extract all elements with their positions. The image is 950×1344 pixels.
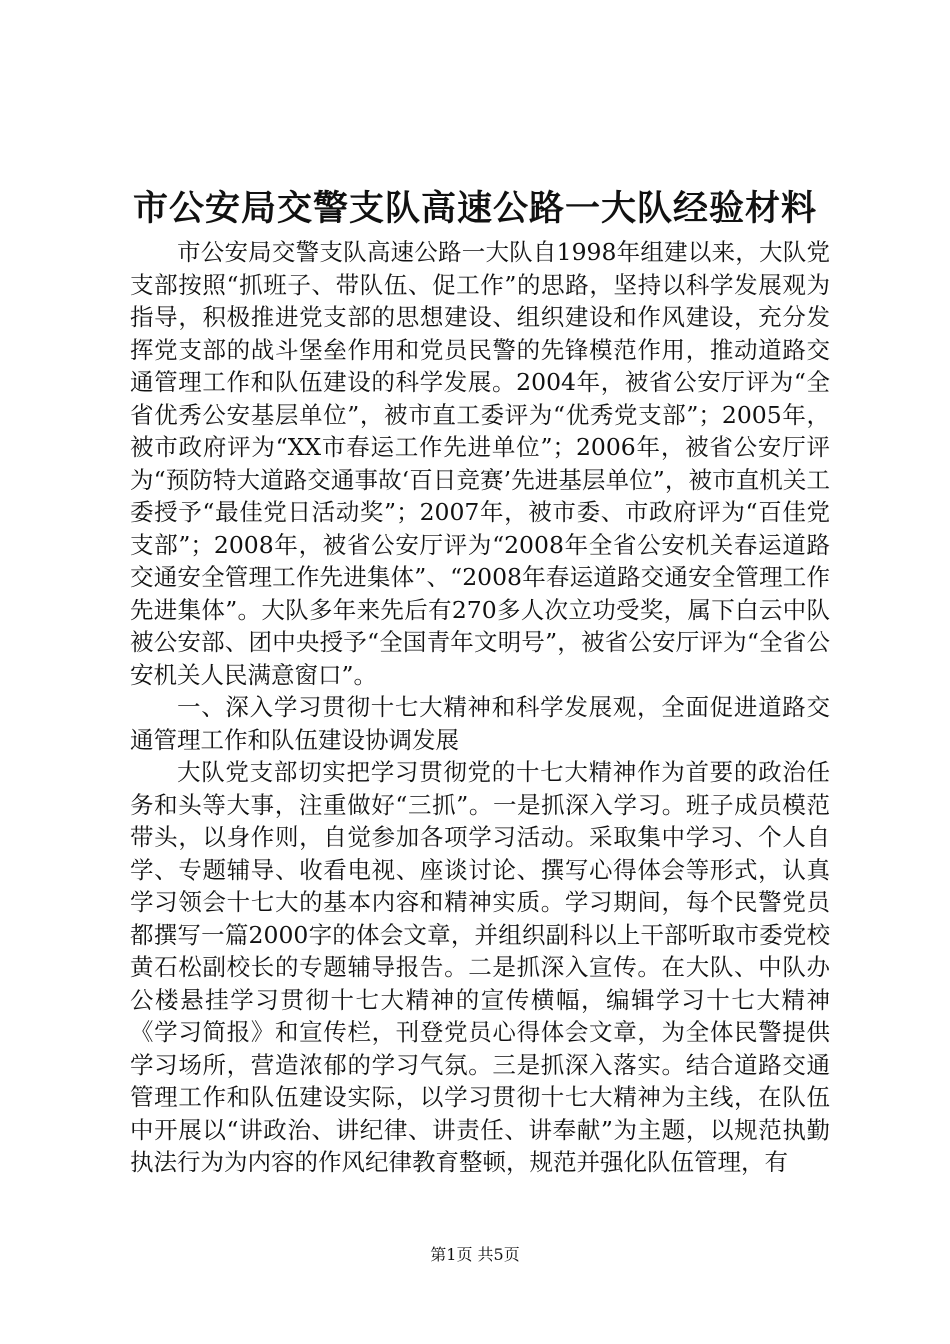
section-paragraph: 大队党支部切实把学习贯彻党的十七大精神作为首要的政治任务和头等大事，注重做好“三抓”。一是抓深入学习。班子成员模范带头，以身作则，自觉参加各项学习活动。采取集中学习、个人自学、专题辅导、收看电视、座谈讨论、撰写心得体会等形式，认真学习领会十七大的基本内容和精神实质。学习期间，每个民警党员都撰写一篇2000字的体会文章，并组织副科以上干部听取市委党校黄石松副校长的专题辅导报告。二是抓深入宣传。在大队、中队办公楼悬挂学习贯彻十七大精神的宣传横幅，编辑学习十七大精神《学习简报》和宣传栏，刊登党员心得体会文章，为全体民警提供学习场所，营造浓郁的学习气氛。三是抓深入落实。结合道路交通管理工作和队伍建设实际，以学习贯彻十七大精神为主线，在队伍中开展以“讲政治、讲纪律、讲责任、讲奉献”为主题，以规范执勤执法行为为内容的作风纪律教育整顿，规范并强化队伍管理，有 — [130, 758, 830, 1176]
intro-paragraph: 市公安局交警支队高速公路一大队自1998年组建以来，大队党支部按照“抓班子、带队伍、促工作”的思路，坚持以科学发展观为指导，积极推进党支部的思想建设、组织建设和作风建设，充分发挥党支部的战斗堡垒作用和党员民警的先锋模范作用，推动道路交通管理工作和队伍建设的科学发展。2004年，被省公安厅评为“全省优秀公安基层单位”，被市直工委评为“优秀党支部”；2005年，被市政府评为“XX市春运工作先进单位”；2006年，被省公安厅评为“预防特大道路交通事故‘百日竞赛’先进基层单位”，被市直机关工委授予“最佳党日活动奖”；2007年，被市委、市政府评为“百佳党支部”；2008年，被省公安厅评为“2008年全省公安机关春运道路交通安全管理工作先进集体”、“2008年春运道路交通安全管理工作先进集体”。大队多年来先后有270多人次立功受奖，属下白云中队被公安部、团中央授予“全国青年文明号”，被省公安厅评为“全省公安机关人民满意窗口”。 — [130, 238, 830, 689]
section-heading: 一、深入学习贯彻十七大精神和科学发展观，全面促进道路交通管理工作和队伍建设协调发展 — [130, 693, 830, 754]
document-title: 市公安局交警支队高速公路一大队经验材料 — [132, 188, 817, 229]
page-footer: 第1页 共5页 — [430, 1245, 520, 1264]
document-body — [130, 236, 830, 1179]
